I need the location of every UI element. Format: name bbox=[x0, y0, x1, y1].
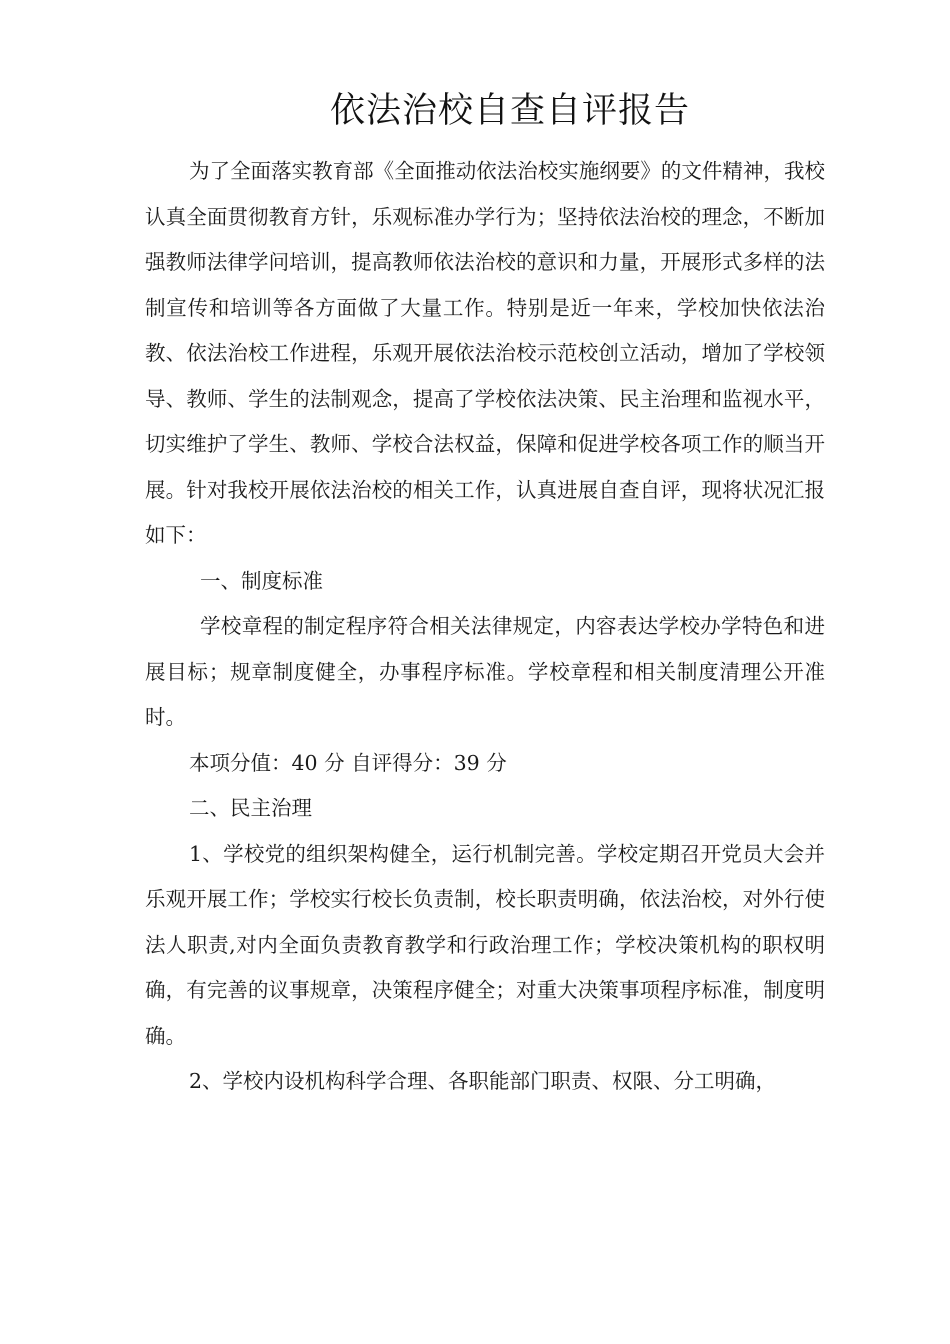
section-1-paragraph: 学校章程的制定程序符合相关法律规定，内容表达学校办学特色和进展目标；规章制度健全，办事程序标准。学校章程和相关制度清理公开准时。 bbox=[145, 614, 825, 729]
section-2-item-2: 2、学校内设机构科学合理、各职能部门职责、权限、分工明确， bbox=[189, 1069, 777, 1093]
section-1-score: 本项分值：40 分 自评得分：39 分 bbox=[189, 750, 507, 775]
intro-paragraph: 为了全面落实教育部《全面推动依法治校实施纲要》的文件精神，我校认真全面贯彻教育方针，乐观标准办学行为；坚持依法治校的理念，不断加强教师法律学问培训，提高教师依法治校的意识和力量，开展形式多样的法制宣传和培训等各方面做了大量工作。特别是近一年来，学校加快依法治教、依法治校工作进程，乐观开展依法治校示范校创立活动，增加了学校领导、教师、学生的法制观念，提高了学校依法决策、民主治理和监视水平，切实维护了学生、教师、学校合法权益，保障和促进学校各项工作的顺当开展。针对我校开展依法治校的相关工作，认真进展自查自评，现将状况汇报如下： bbox=[145, 159, 825, 547]
document-title: 依法治校自查自评报告 bbox=[329, 91, 690, 131]
document-body bbox=[145, 149, 825, 1105]
section-2-item-1: 1、学校党的组织架构健全，运行机制完善。学校定期召开党员大会并乐观开展工作；学校实行校长负责制，校长职责明确，依法治校，对外行使法人职责,对内全面负责教育教学和行政治理工作；学校决策机构的职权明确，有完善的议事规章，决策程序健全；对重大决策事项程序标准，制度明确。 bbox=[145, 841, 825, 1048]
section-2-heading: 二、民主治理 bbox=[189, 796, 312, 820]
section-1-heading: 一、制度标准 bbox=[200, 568, 323, 593]
